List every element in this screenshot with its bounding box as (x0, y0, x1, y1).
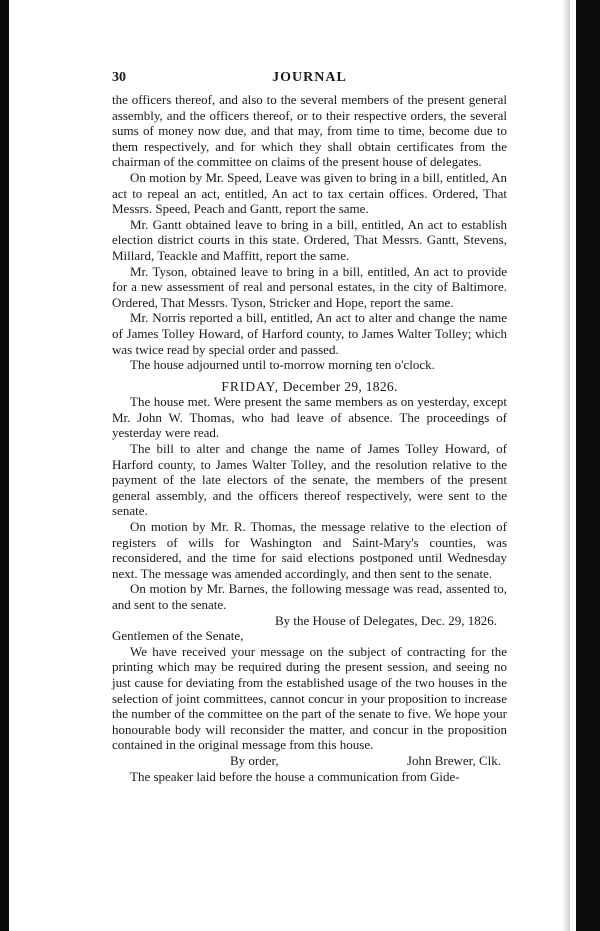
message-by-order: By order, (230, 752, 279, 768)
journal-page (112, 70, 507, 785)
paragraph-closing: The speaker laid before the house a communication from Gide- (130, 768, 460, 784)
scan-spine-shadow (562, 0, 570, 931)
message-signer: John Brewer, Clk. (406, 752, 501, 768)
day-heading-day: FRIDAY, (221, 378, 280, 394)
paragraph-thomas-motion: On motion by Mr. R. Thomas, the message relative to the election of registers of wills for Washington and Saint-Mary's counties, was reconsidered, and the time for said elections postponed until Wednesday next. The message was amended accordingly, and then sent to the senate. (112, 519, 507, 581)
paragraph-continuation: the officers thereof, and also to the several members of the present general assembly, and the officers thereof, or to their respective orders, the several sums of money now due, and that may, from time to time, become due to them respectively, and for which they shall obtain certificates from the chairman of the committee on claims of the present house of delegates. (112, 92, 507, 170)
paragraph-tyson-leave: Mr. Tyson, obtained leave to bring in a bill, entitled, An act to provide for a new assessment of real and personal estates, in the city of Baltimore. Ordered, That Messrs. Tyson, Stricker and Hope, report the same. (112, 263, 507, 310)
day-heading (112, 379, 507, 395)
paragraph-barnes-motion: On motion by Mr. Barnes, the following message was read, assented to, and sent to the senate. (112, 581, 507, 612)
running-head (112, 70, 507, 92)
paragraph-house-met: The house met. Were present the same members as on yesterday, except Mr. John W. Thomas, who had leave of absence. The proceedings of yesterday were read. (112, 394, 507, 441)
paragraph-speed-motion: On motion by Mr. Speed, Leave was given to bring in a bill, entitled, An act to repeal an act, entitled, An act to tax certain offices. Ordered, That Messrs. Speed, Peach and Gantt, report the same. (112, 169, 507, 217)
message-salutation: Gentlemen of the Senate, (112, 628, 244, 644)
day-heading-date: December 29, 1826. (282, 378, 398, 394)
message-signature (112, 753, 507, 769)
page-number: 30 (112, 70, 126, 85)
message-body: We have received your message on the subject of contracting for the printing which may be required during the present session, and seeing no just cause for deviating from the established usage of the two houses in the selection of joint committees, cannot concur in your proposition to increase the number of the committee on the part of the senate to five. We hope your honourable body will reconsider the matter, and concur in the proposition contained in the original message from this house. (112, 643, 507, 753)
paragraph-norris-report: Mr. Norris reported a bill, entitled, An act to alter and change the name of James Tolley Howard, of Harford county, to James Walter Tolley; which was twice read by special order and passed. (112, 310, 507, 357)
page-header-title: JOURNAL (272, 70, 347, 85)
paragraph-adjournment: The house adjourned until to-morrow morning ten o'clock. (130, 357, 435, 373)
paragraph-tolley-bill: The bill to alter and change the name of James Tolley Howard, of Harford county, to James Walter Tolley, and the resolution relative to the payment of the late electors of the senate, the members of the present general assembly, and the officers thereof respectively, were sent to the senate. (112, 441, 507, 519)
scan-border-left (0, 0, 9, 931)
message-address: By the House of Delegates, Dec. 29, 1826. (274, 612, 497, 628)
paragraph-gantt-leave: Mr. Gantt obtained leave to bring in a bill, entitled, An act to establish election district courts in this state. Ordered, That Messrs. Gantt, Stevens, Millard, Teackle and Maffitt, report the same. (112, 216, 507, 263)
scan-border-right (570, 0, 600, 931)
